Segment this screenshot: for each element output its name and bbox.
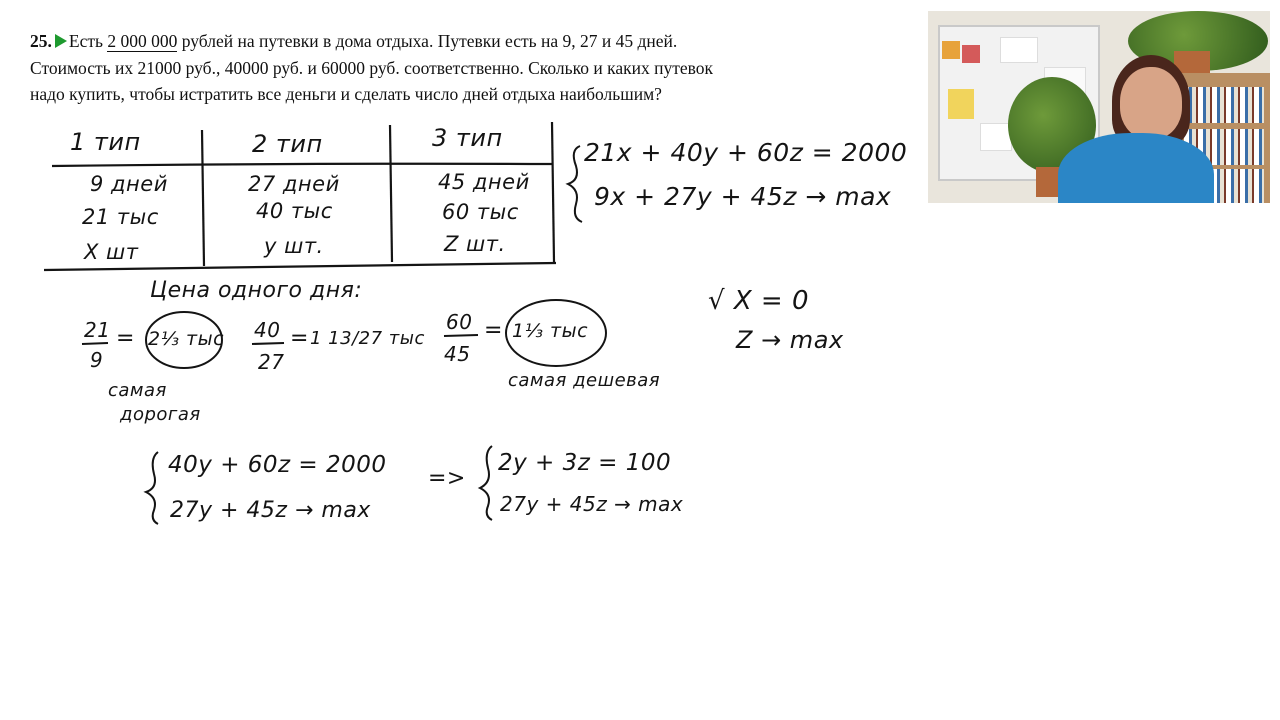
fraction2-num: 40 — [254, 318, 281, 342]
conclusion-z-max: Z → max — [736, 326, 844, 354]
webcam-video — [928, 11, 1270, 203]
fraction1-num: 21 — [84, 318, 111, 342]
table-header-1: 1 тип — [70, 128, 141, 156]
table-count-1: X шт — [84, 240, 139, 264]
table-count-3: Z шт. — [444, 232, 506, 256]
fraction3-result: 1⅓ тыс — [512, 320, 589, 342]
fraction2-den: 27 — [258, 350, 285, 374]
system1-eq2: 9x + 27y + 45z → max — [594, 182, 892, 211]
fraction1-den: 9 — [90, 348, 104, 372]
sticky-note — [948, 89, 974, 119]
sticky-note — [962, 45, 980, 63]
fraction1-result: 2⅓ тыс — [148, 328, 225, 350]
system2-eq1: 40y + 60z = 2000 — [168, 452, 387, 478]
money-amount: 2 000 000 — [107, 31, 178, 51]
table-header-3: 3 тип — [432, 124, 503, 152]
implies-arrow: => — [428, 466, 466, 491]
equals-sign-3: = — [484, 318, 503, 343]
label-cheapest: самая дешевая — [508, 370, 661, 391]
person-sweater — [1058, 133, 1214, 203]
table-days-1: 9 дней — [90, 172, 168, 196]
person-face — [1120, 67, 1182, 139]
table-price-1: 21 тыс — [82, 205, 159, 229]
fraction3-num: 60 — [446, 310, 473, 334]
problem-line1-start: Есть — [68, 31, 108, 51]
equals-sign-1: = — [116, 326, 135, 351]
label-expensive-1: самая — [108, 380, 167, 401]
table-price-3: 60 тыс — [442, 200, 519, 224]
table-days-2: 27 дней — [248, 172, 340, 196]
problem-number: 25. — [30, 31, 52, 51]
equals-sign-2: = — [290, 326, 309, 351]
system3-eq1: 2y + 3z = 100 — [498, 450, 672, 476]
sticky-note — [942, 41, 960, 59]
table-price-2: 40 тыс — [256, 199, 333, 223]
fraction2-result: 1 13/27 тыс — [310, 328, 425, 349]
problem-line1-end: рублей на путевки в дома отдыха. Путевки есть на 9, 27 и 45 дней. — [177, 31, 678, 51]
table-header-2: 2 тип — [252, 130, 323, 158]
book-row — [1184, 87, 1264, 123]
problem-line-3: надо купить, чтобы истратить все деньги и сделать число дней отдыха наибольшим? — [30, 84, 662, 104]
price-per-day-title: Цена одного дня: — [150, 278, 363, 303]
conclusion-x-zero: √ X = 0 — [708, 286, 809, 316]
problem-line-2: Стоимость их 21000 руб., 40000 руб. и 60000 руб. соответственно. Сколько и каких путевок — [30, 57, 714, 78]
table-count-2: y шт. — [264, 234, 324, 258]
label-expensive-2: дорогая — [120, 404, 201, 425]
fraction3-den: 45 — [444, 342, 471, 366]
table-days-3: 45 дней — [438, 170, 530, 194]
system3-eq2: 27y + 45z → max — [500, 492, 684, 516]
paper-note — [1000, 37, 1038, 63]
system1-eq1: 21x + 40y + 60z = 2000 — [584, 138, 908, 167]
system2-eq2: 27y + 45z → max — [170, 498, 371, 523]
